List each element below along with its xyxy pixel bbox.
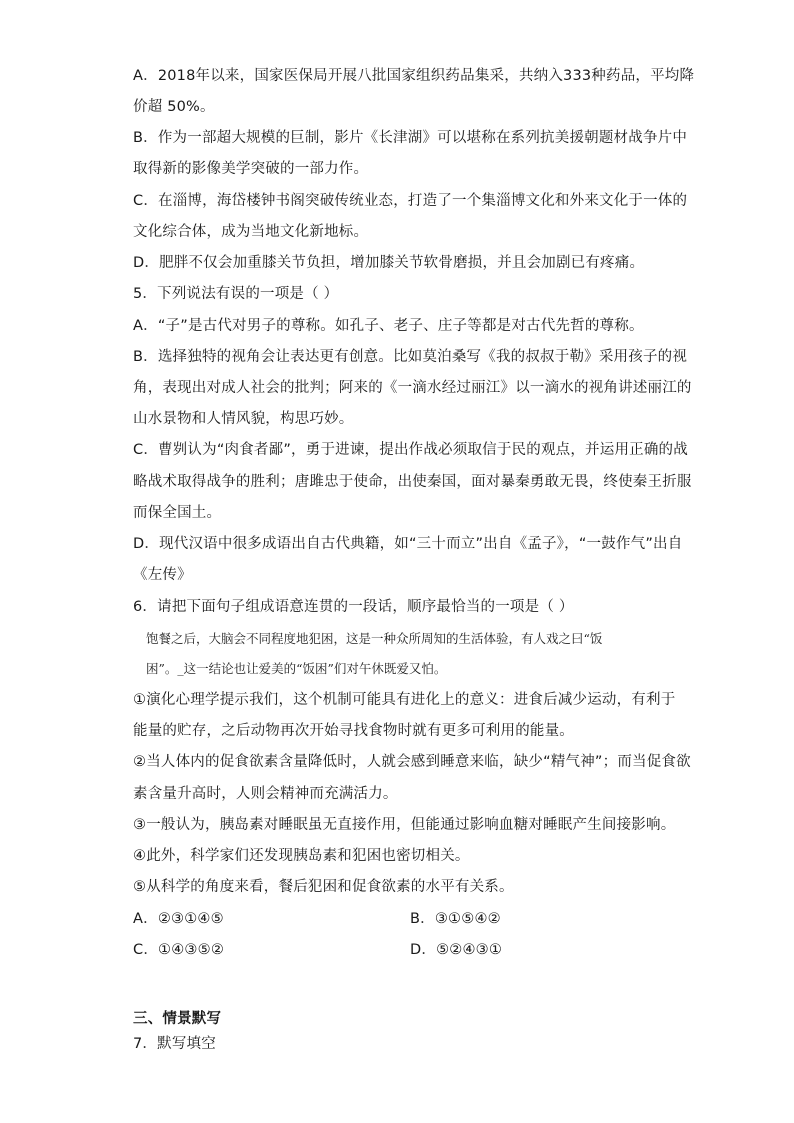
- q4-option-c-line1: C．在淄博，海岱楼钟书阁突破传统业态，打造了一个集淄博文化和外来文化于一体的: [133, 193, 688, 209]
- q5-option-b-line3: 山水景物和人情风貌，构思巧妙。: [133, 411, 354, 427]
- q7-stem: 7．默写填空: [133, 1036, 216, 1052]
- q4-option-a-line1: A．2018年以来，国家医保局开展八批国家组织药品集采，共纳入333种药品，平均降: [133, 68, 695, 84]
- q6-sentence-1-line2: 能量的贮存，之后动物再次开始寻找食物时就有更多可利用的能量。: [133, 723, 574, 739]
- section-heading: 三、情景默写: [133, 1011, 222, 1027]
- q6-sentence-1-line1: ①演化心理学提示我们，这个机制可能具有进化上的意义：进食后减少运动，有利于: [133, 692, 676, 708]
- q4-option-b-line2: 取得新的影像美学突破的一部力作。: [133, 161, 369, 177]
- q5-option-c-line1: C．曹刿认为“肉食者鄙”，勇于进谏，提出作战必须取信于民的观点，并运用正确的战: [133, 442, 688, 458]
- q6-passage-line2: 困”。_这一结论也让爱美的“饭困”们对午休既爱又怕。: [146, 661, 447, 676]
- q6-option-b: B．③①⑤④②: [410, 911, 501, 927]
- q4-option-a-line2: 价超 50%。: [133, 99, 215, 115]
- q5-option-c-line3: 而保全国土。: [133, 505, 222, 521]
- q5-stem: 5．下列说法有误的一项是（ ）: [133, 286, 339, 302]
- q4-option-b-line1: B．作为一部超大规模的巨制，影片《长津湖》可以堪称在系列抗美援朝题材战争片中: [133, 130, 688, 146]
- q5-option-d-line2: 《左传》: [133, 567, 192, 583]
- q6-sentence-5: ⑤从科学的角度来看，餐后犯困和促食欲素的水平有关系。: [133, 879, 514, 895]
- q5-option-a-line1: A．“子”是古代对男子的尊称。如孔子、老子、庄子等都是对古代先哲的尊称。: [133, 318, 644, 334]
- q5-option-b-line1: B．选择独特的视角会让表达更有创意。比如莫泊桑写《我的叔叔于勒》采用孩子的视: [133, 349, 688, 365]
- q6-option-d: D．⑤②④③①: [410, 942, 503, 958]
- q6-sentence-2-line1: ②当人体内的促食欲素含量降低时，人就会感到睡意来临，缺少“精气神”；而当促食欲: [133, 754, 691, 770]
- q6-option-a: A．②③①④⑤: [133, 911, 224, 927]
- q5-option-b-line2: 角，表现出对成人社会的批判；阿来的《一滴水经过丽江》以一滴水的视角讲述丽江的: [133, 380, 692, 396]
- q6-sentence-3: ③一般认为，胰岛素对睡眠虽无直接作用，但能通过影响血糖对睡眠产生间接影响。: [133, 817, 676, 833]
- q5-option-c-line2: 略战术取得战争的胜利；唐雎忠于使命，出使秦国，面对暴秦勇敢无畏，终使秦王折服: [133, 474, 692, 490]
- q6-sentence-2-line2: 素含量升高时，人则会精神而充满活力。: [133, 786, 398, 802]
- q5-option-d-line1: D．现代汉语中很多成语出自古代典籍，如“三十而立”出自《孟子》，“一鼓作气”出自: [133, 536, 683, 552]
- q6-passage-line1: 饱餐之后，大脑会不同程度地犯困，这是一种众所周知的生活体验，有人戏之曰“饭: [146, 631, 603, 646]
- q6-sentence-4: ④此外，科学家们还发现胰岛素和犯困也密切相关。: [133, 848, 470, 864]
- q6-stem: 6．请把下面句子组成语意连贯的一段话，顺序最恰当的一项是（ ）: [133, 599, 574, 615]
- q4-option-c-line2: 文化综合体，成为当地文化新地标。: [133, 224, 369, 240]
- q6-option-c: C．①④③⑤②: [133, 942, 225, 958]
- q4-option-d-line1: D．肥胖不仅会加重膝关节负担，增加膝关节软骨磨损，并且会加剧已有疼痛。: [133, 255, 645, 271]
